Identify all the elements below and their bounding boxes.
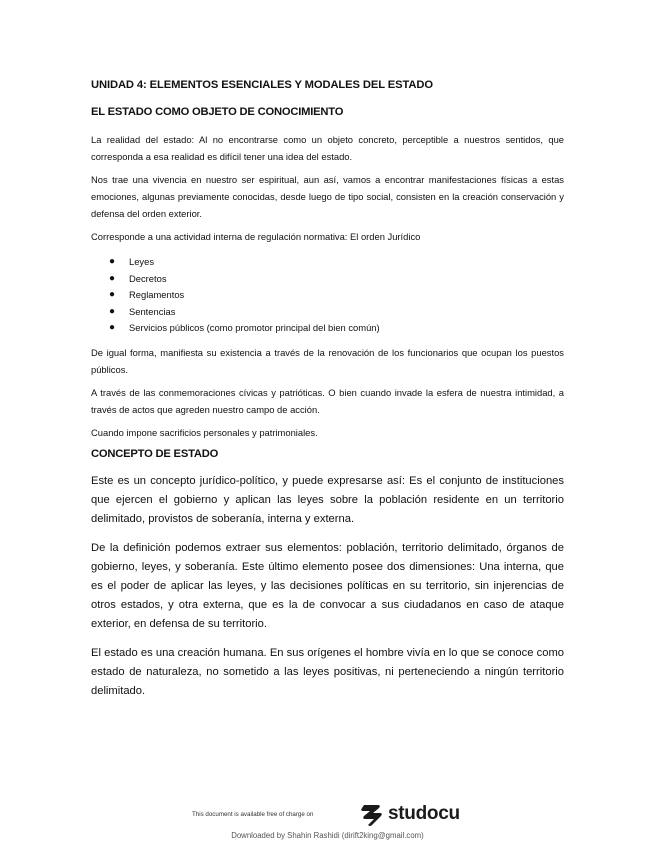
paragraph: Nos trae una vivencia en nuestro ser espiritual, aun así, vamos a encontrar manifestaciones físicas a estas emociones, algunas previamente conocidas, desde luego de tipo social, consisten en la creación conservación y defensa del orden exterior. xyxy=(91,174,564,219)
paragraph: Cuando impone sacrificios personales y patrimoniales. xyxy=(91,426,318,438)
paragraph: El estado es una creación humana. En sus orígenes el hombre vivía en lo que se conoce como estado de naturaleza, no sometido a las leyes positivas, ni perteneciendo a ningún territorio delimitado. xyxy=(91,646,564,697)
list-item: ● Servicios públicos (como promotor principal del bien común) xyxy=(91,320,564,337)
paragraph: La realidad del estado: Al no encontrarse como un objeto concreto, perceptible a nuestros sentidos, que corresponda a esa realidad es difícil tener una idea del estado. xyxy=(91,134,564,162)
bullet-dot-icon: ● xyxy=(109,322,116,334)
bullet-dot-icon: ● xyxy=(109,289,116,301)
section-title: CONCEPTO DE ESTADO xyxy=(91,447,219,460)
studocu-logo[interactable] xyxy=(358,802,468,828)
paragraph: De igual forma, manifiesta su existencia a través de la renovación de los funcionarios que ocupan los puestos públicos. xyxy=(91,346,564,375)
studocu-logo-icon xyxy=(358,802,386,828)
bullet-list xyxy=(91,254,564,337)
list-item: ● Decretos xyxy=(91,271,564,288)
paragraph: Corresponde a una actividad interna de regulación normativa: El orden Jurídico xyxy=(91,231,421,242)
download-notice: Downloaded by Shahin Rashidi (dirift2king@gmail.com) xyxy=(231,831,424,840)
bullet-dot-icon: ● xyxy=(109,256,116,267)
section-subtitle: EL ESTADO COMO OBJETO DE CONOCIMIENTO xyxy=(91,106,344,118)
list-item: ● Reglamentos xyxy=(91,287,564,304)
paragraph: Este es un concepto jurídico-político, y puede expresarse así: Es el conjunto de instituciones que ejercen el gobierno y aplican las leyes sobre la población residente en un territorio delimitado, provistos de soberanía, interna y externa. xyxy=(91,474,564,526)
document-body xyxy=(91,78,564,710)
unit-title: UNIDAD 4: ELEMENTOS ESENCIALES Y MODALES DEL ESTADO xyxy=(91,79,433,91)
list-item: ● Sentencias xyxy=(91,304,564,321)
footer-note: This document is available free of charge on xyxy=(192,811,314,818)
bullet-dot-icon: ● xyxy=(109,272,116,284)
paragraph: De la definición podemos extraer sus elementos: población, territorio delimitado, órganos de gobierno, leyes, y soberanía. Este último elemento posee dos dimensiones: Una interna, que es el poder de aplicar las leyes, y las decisiones políticas en su territorio, sin injerencias de otros estados, y otra externa, que es la de convocar a sus ciudadanos en caso de ataque exterior, en defensa de su territorio. xyxy=(91,541,564,631)
paragraph: A través de las conmemoraciones cívicas y patrióticas. O bien cuando invade la esfera de nuestra intimidad, a través de actos que agreden nuestro campo de acción. xyxy=(91,386,564,415)
list-item: ● Leyes xyxy=(91,254,564,271)
footer-brand-line xyxy=(192,802,472,828)
bullet-dot-icon: ● xyxy=(109,305,116,317)
logo-wordmark: studocu xyxy=(388,803,460,824)
